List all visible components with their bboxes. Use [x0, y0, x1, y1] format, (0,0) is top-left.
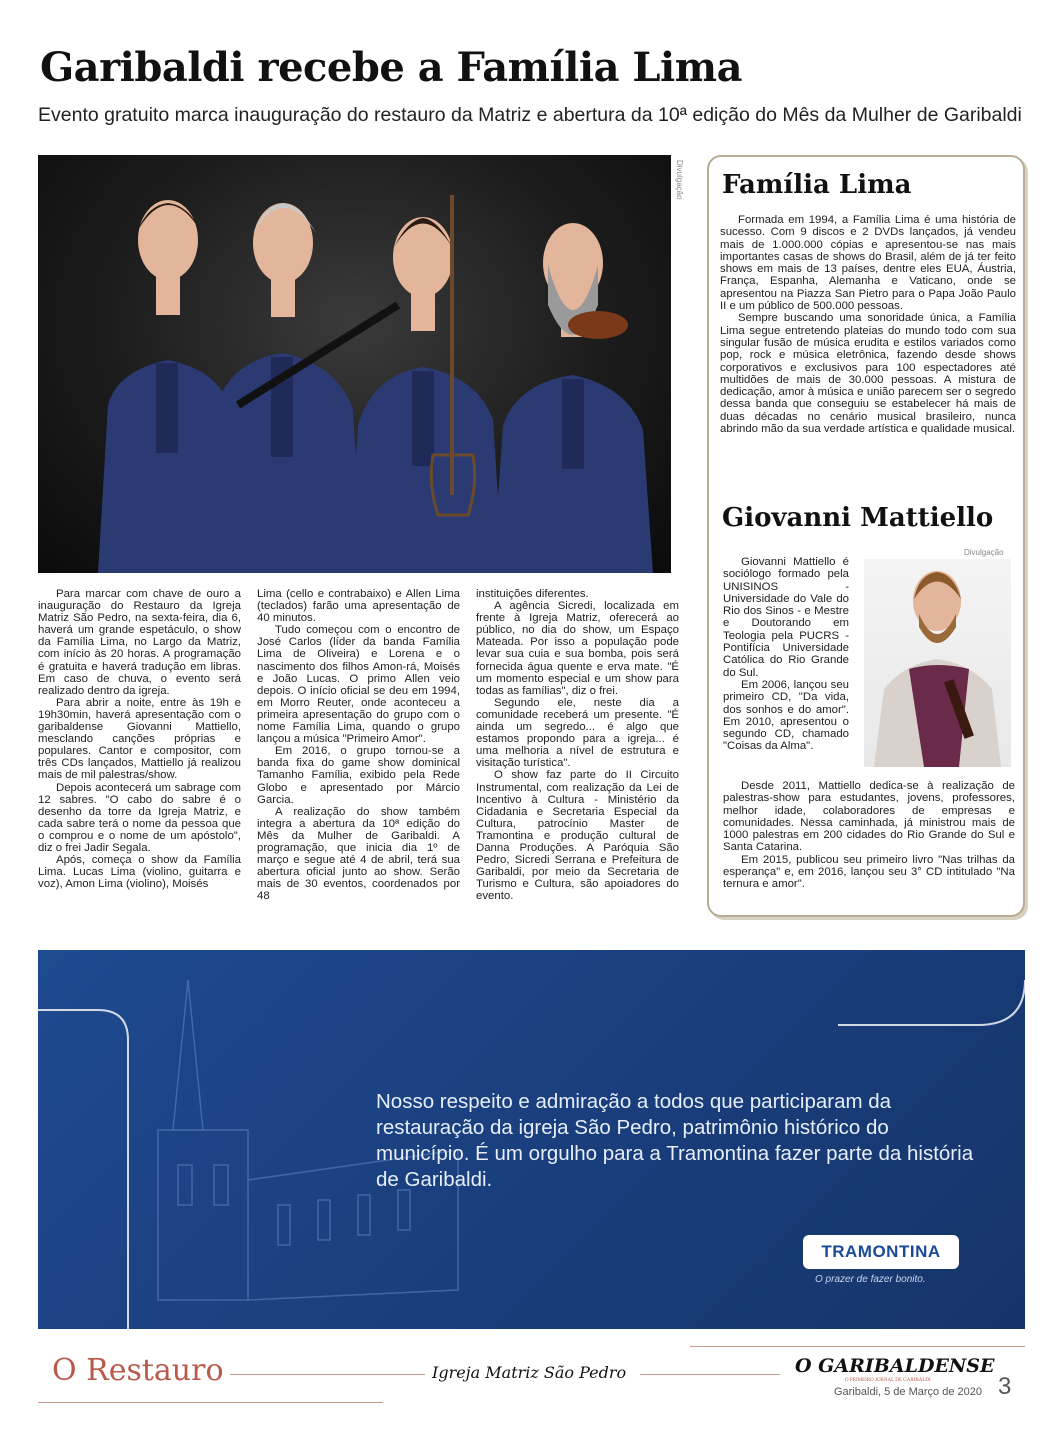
- paragraph: Após, começa o show da Família Lima. Lucas Lima (violino, guitarra e voz), Amon Lima (violino), Moisés: [38, 854, 241, 891]
- giovanni-photo-credit: Divulgação: [964, 548, 1004, 557]
- article-column-1: [38, 588, 241, 890]
- paragraph: Para marcar com chave de ouro a inauguração do Restauro da Igreja Matriz São Pedro, na sexta-feira, dia 6, haverá um grande espetáculo, o show da Família Lima, no Largo da Matriz, com início às 20 horas. A programação é gratuita e haverá tradução em libras. Em caso de chuva, o evento será realizado dentro da igreja.: [38, 588, 241, 697]
- giovanni-photo: [864, 559, 1011, 767]
- page-number: 3: [998, 1373, 1012, 1400]
- footer-center-title: Igreja Matriz São Pedro: [432, 1363, 627, 1382]
- paragraph: Em 2016, o grupo tornou-se a banda fixa do game show dominical Tamanho Família, exibido pela Rede Globo e apresentado por Márcio Garcia.: [257, 745, 460, 806]
- paragraph: A realização do show também integra a abertura da 10ª edição do Mês da Mulher de Garibaldi. A programação, que inicia dia 1º de março e segue até 4 de abril, terá sua abertura oficial junto ao show. Serão mais de 30 eventos, coordenados por 48: [257, 805, 460, 903]
- tramontina-logo: TRAMONTINA: [803, 1235, 959, 1269]
- headline: Garibaldi recebe a Família Lima: [40, 44, 742, 91]
- giovanni-text-wide: [723, 780, 1015, 891]
- paragraph: O show faz parte do II Circuito Instrumental, com realização da Lei de Incentivo à Cultura - Ministério da Cidadania e Secretaria Especial da Cultura, patrocínio Master de Tramontina e produção cultural de Danna Produções. A Paróquia São Pedro, Sicredi Serrana e Prefeitura de Garibaldi, por meio da Secretaria de Turismo e Cultura, são apoiadores do evento.: [476, 769, 679, 903]
- paragraph: Em 2015, publicou seu primeiro livro "Nas trilhas da esperança" e, em 2016, lançou seu 3° CD intitulado "Na ternura e amor".: [723, 853, 1015, 891]
- article-column-2: [257, 588, 460, 902]
- ad-tagline: O prazer de fazer bonito.: [815, 1274, 926, 1285]
- giovanni-text-narrow: [723, 556, 849, 753]
- giovanni-illustration: [864, 559, 1011, 767]
- band-illustration: [38, 155, 671, 573]
- paragraph: instituições diferentes.: [476, 588, 589, 600]
- tramontina-ad: [38, 950, 1025, 1329]
- section-title: O Restauro: [52, 1353, 224, 1388]
- paragraph: Sempre buscando uma sonoridade única, a Família Lima segue entretendo plateias do mundo todo com sua singular fusão de música erudita e estilos variados como pop, rock e música eletrônica, fazendo desde shows corporativos e exclusivos para 100 espectadores até multidões de mais de 30.000 pessoas. A mistura de dedicação, amor à música e união parecem ser o segredo dessa banda que conseguiu se estabelecer há mais de duas décadas no cenário musical brasileiro, nunca abrindo mão da sua verdade artística e qualidade musical.: [720, 312, 1016, 436]
- familia-lima-text: [720, 214, 1016, 435]
- footer-divider: [230, 1374, 425, 1375]
- footer-divider: [640, 1374, 780, 1375]
- paragraph: Tudo começou com o encontro de José Carlos (líder da banda Família Lima de Oliveira) e Lorena e o nascimento dos filhos Amon-rá, Moisés e João Lucas. O primo Allen veio depois. O início oficial se deu em 1994, em Morro Reuter, onde aconteceu a primeira apresentação do grupo com o nome Família Lima, quando o grupo lançou a música "Primeiro Amor".: [257, 624, 460, 746]
- photo-credit: Divulgação: [675, 160, 684, 200]
- newspaper-logo: O GARIBALDENSE: [795, 1355, 995, 1377]
- publication-date: Garibaldi, 5 de Março de 2020: [834, 1386, 982, 1398]
- giovanni-title: Giovanni Mattiello: [722, 503, 994, 533]
- paragraph: Em 2006, lançou seu primeiro CD, "Da vida, dos sonhos e do amor". Em 2010, apresentou o segundo CD, chamado "Coisas da Alma".: [723, 678, 849, 753]
- ad-message: Nosso respeito e admiração a todos que participaram da restauração da igreja São Pedro, patrimônio histórico do município. É um orgulho para a Tramontina fazer parte da história de Garibaldi.: [376, 1090, 974, 1191]
- paragraph: Formada em 1994, a Família Lima é uma história de sucesso. Com 9 discos e 2 DVDs lançados, já vendeu mais de 1.000.000 cópias e apresentou-se nas mais importantes casas de shows do Brasil, além de já ter feito shows em mais de 13 países, dentre eles EUA, Áustria, França, Espanha, Alemanha e Vaticano, onde se apresentou na Piazza San Pietro para o Papa João Paulo II e um público de 500.000 pessoas.: [720, 214, 1016, 313]
- article-column-3: [476, 588, 679, 902]
- familia-lima-title: Família Lima: [722, 170, 912, 200]
- paragraph: Giovanni Mattiello é sociólogo formado pela UNISINOS - Universidade do Vale do Rio dos Sinos - e Mestre e Doutorando em Teologia pela PUCRS - Pontifícia Universidade Católica do Rio Grande do Sul.: [723, 556, 849, 679]
- newspaper-logo-sub: O PRIMEIRO JORNAL DE GARIBALDI: [845, 1378, 931, 1383]
- paragraph: Depois acontecerá um sabrage com 12 sabres. "O cabo do sabre é o desenho da torre da Igreja Matriz, e cada sabre terá o nome da pessoa que o comprou e o nome de um apóstolo", diz o frei Jadir Segala.: [38, 781, 241, 854]
- footer-divider: [690, 1346, 1025, 1347]
- paragraph: A agência Sicredi, localizada em frente à Igreja Matriz, oferecerá ao público, no dia do show, um Espaço Mateada. Por isso a população pode levar sua cuia e sua bomba, pois será fornecida água quente e erva mate. "É um momento especial e um show para todas as famílias", diz o frei.: [476, 600, 679, 697]
- paragraph: Segundo ele, neste dia a comunidade receberá um presente. "É ainda um segredo... é algo que estamos propondo para a igreja... é uma melhoria a nível de estrutura e visitação turística".: [476, 696, 679, 770]
- subheadline: Evento gratuito marca inauguração do restauro da Matriz e abertura da 10ª edição do Mês da Mulher de Garibaldi: [38, 104, 1022, 126]
- band-photo: [38, 155, 671, 573]
- paragraph: Desde 2011, Mattiello dedica-se à realização de palestras-show para estudantes, jovens, professores, melhor idade, colaboradores de empresas e comunidades. Nessa caminhada, já ministrou mais de 1000 palestras em 200 cidades do Rio Grande do Sul e Santa Catarina.: [723, 780, 1015, 854]
- paragraph: Lima (cello e contrabaixo) e Allen Lima (teclados) farão uma apresentação de 40 minutos.: [257, 588, 460, 625]
- paragraph: Para abrir a noite, entre às 19h e 19h30min, haverá apresentação com o garibaldense Giovanni Mattiello, mesclando canções próprias e populares. Cantor e compositor, com três CDs lançados, Mattiello já realizou mais de mil palestras/show.: [38, 696, 241, 782]
- footer-divider: [38, 1402, 383, 1403]
